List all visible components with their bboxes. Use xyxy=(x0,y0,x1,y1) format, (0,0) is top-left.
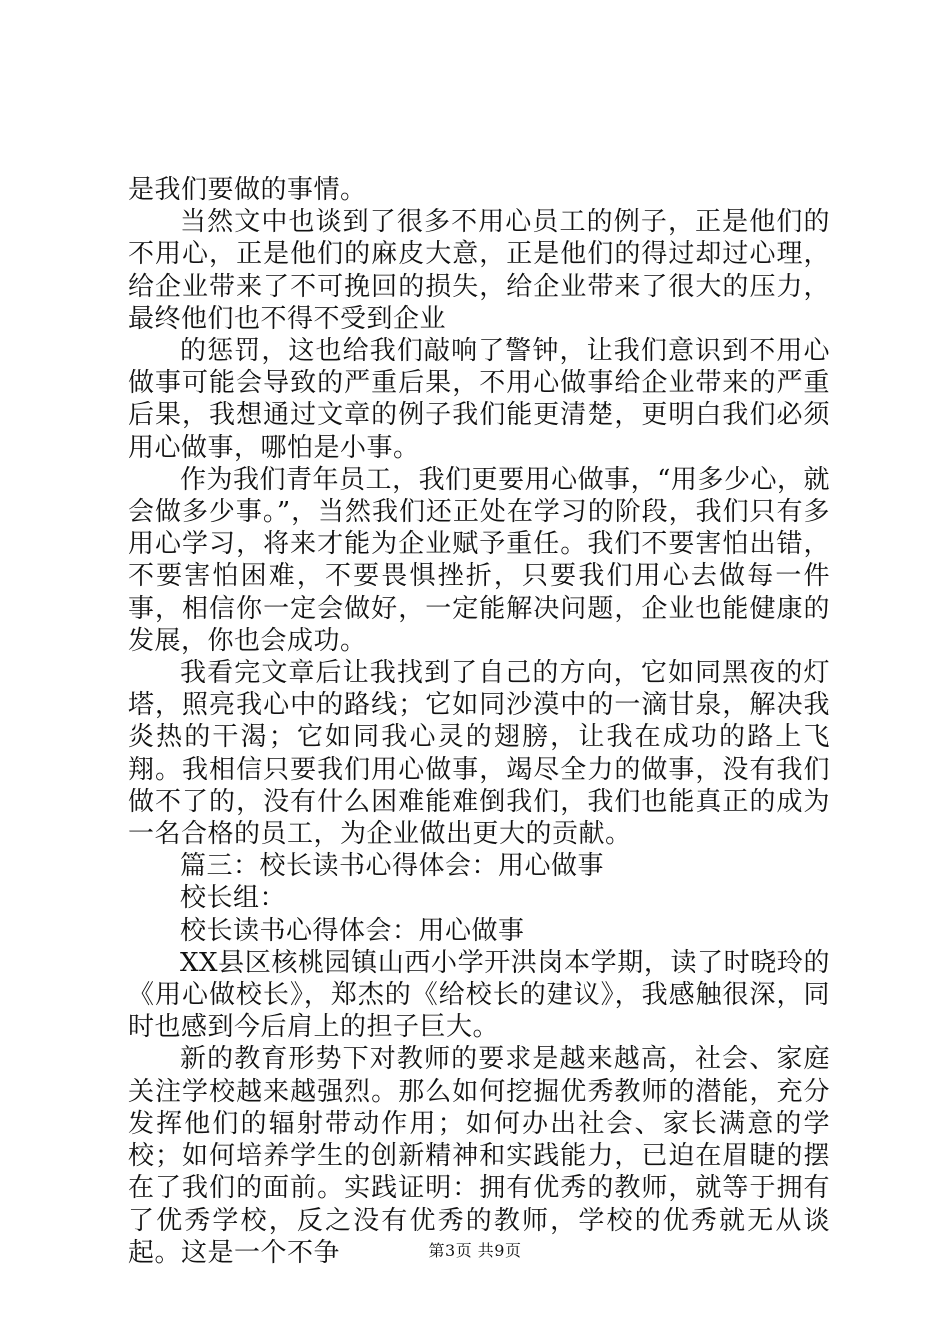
paragraph-9: XX县区核桃园镇山西小学开洪岗本学期，读了时晓玲的《用心做校长》，郑杰的《给校长的建议》，我感触很深，同时也感到今后肩上的担子巨大。 xyxy=(128,947,830,1043)
document-body xyxy=(128,174,830,1269)
paragraph-5: 我看完文章后让我找到了自己的方向，它如同黑夜的灯塔，照亮我心中的路线；它如同沙漠中的一滴甘泉，解决我炎热的干渴；它如同我心灵的翅膀，让我在成功的路上飞翔。我相信只要我们用心做事，竭尽全力的做事，没有我们做不了的，没有什么困难能难倒我们，我们也能真正的成为一名合格的员工，为企业做出更大的贡献。 xyxy=(128,658,830,850)
page-footer: 第3页 共9页 xyxy=(428,1241,522,1260)
subtitle: 校长读书心得体会：用心做事 xyxy=(180,915,525,946)
paragraph-10: 新的教育形势下对教师的要求是越来越高，社会、家庭关注学校越来越强烈。那么如何挖掘优秀教师的潜能，充分发挥他们的辐射带动作用；如何办出社会、家长满意的学校；如何培养学生的创新精神和实践能力，已迫在眉睫的摆在了我们的面前。实践证明：拥有优秀的教师，就等于拥有了优秀学校，反之没有优秀的教师，学校的优秀就无从谈起。这是一个不争 xyxy=(128,1044,830,1268)
section-heading: 篇三：校长读书心得体会：用心做事 xyxy=(180,851,605,882)
paragraph-3: 的惩罚，这也给我们敲响了警钟，让我们意识到不用心做事可能会导致的严重后果，不用心做事给企业带来的严重后果，我想通过文章的例子我们能更清楚，更明白我们必须用心做事，哪怕是小事。 xyxy=(128,336,830,463)
paragraph-2: 当然文中也谈到了很多不用心员工的例子，正是他们的不用心，正是他们的麻皮大意，正是他们的得过却过心理，给企业带来了不可挽回的损失，给企业带来了很大的压力，最终他们也不得不受到企业 xyxy=(128,207,830,334)
paragraph-4: 作为我们青年员工，我们更要用心做事，“用多少心，就会做多少事。”，当然我们还正处在学习的阶段，我们只有多用心学习，将来才能为企业赋予重任。我们不要害怕出错，不要害怕困难，不要畏惧挫折，只要我们用心去做每一件事，相信你一定会做好，一定能解决问题，企业也能健康的发展，你也会成功。 xyxy=(128,464,830,656)
group-label: 校长组： xyxy=(180,883,287,914)
paragraph-1: 是我们要做的事情。 xyxy=(128,175,367,205)
